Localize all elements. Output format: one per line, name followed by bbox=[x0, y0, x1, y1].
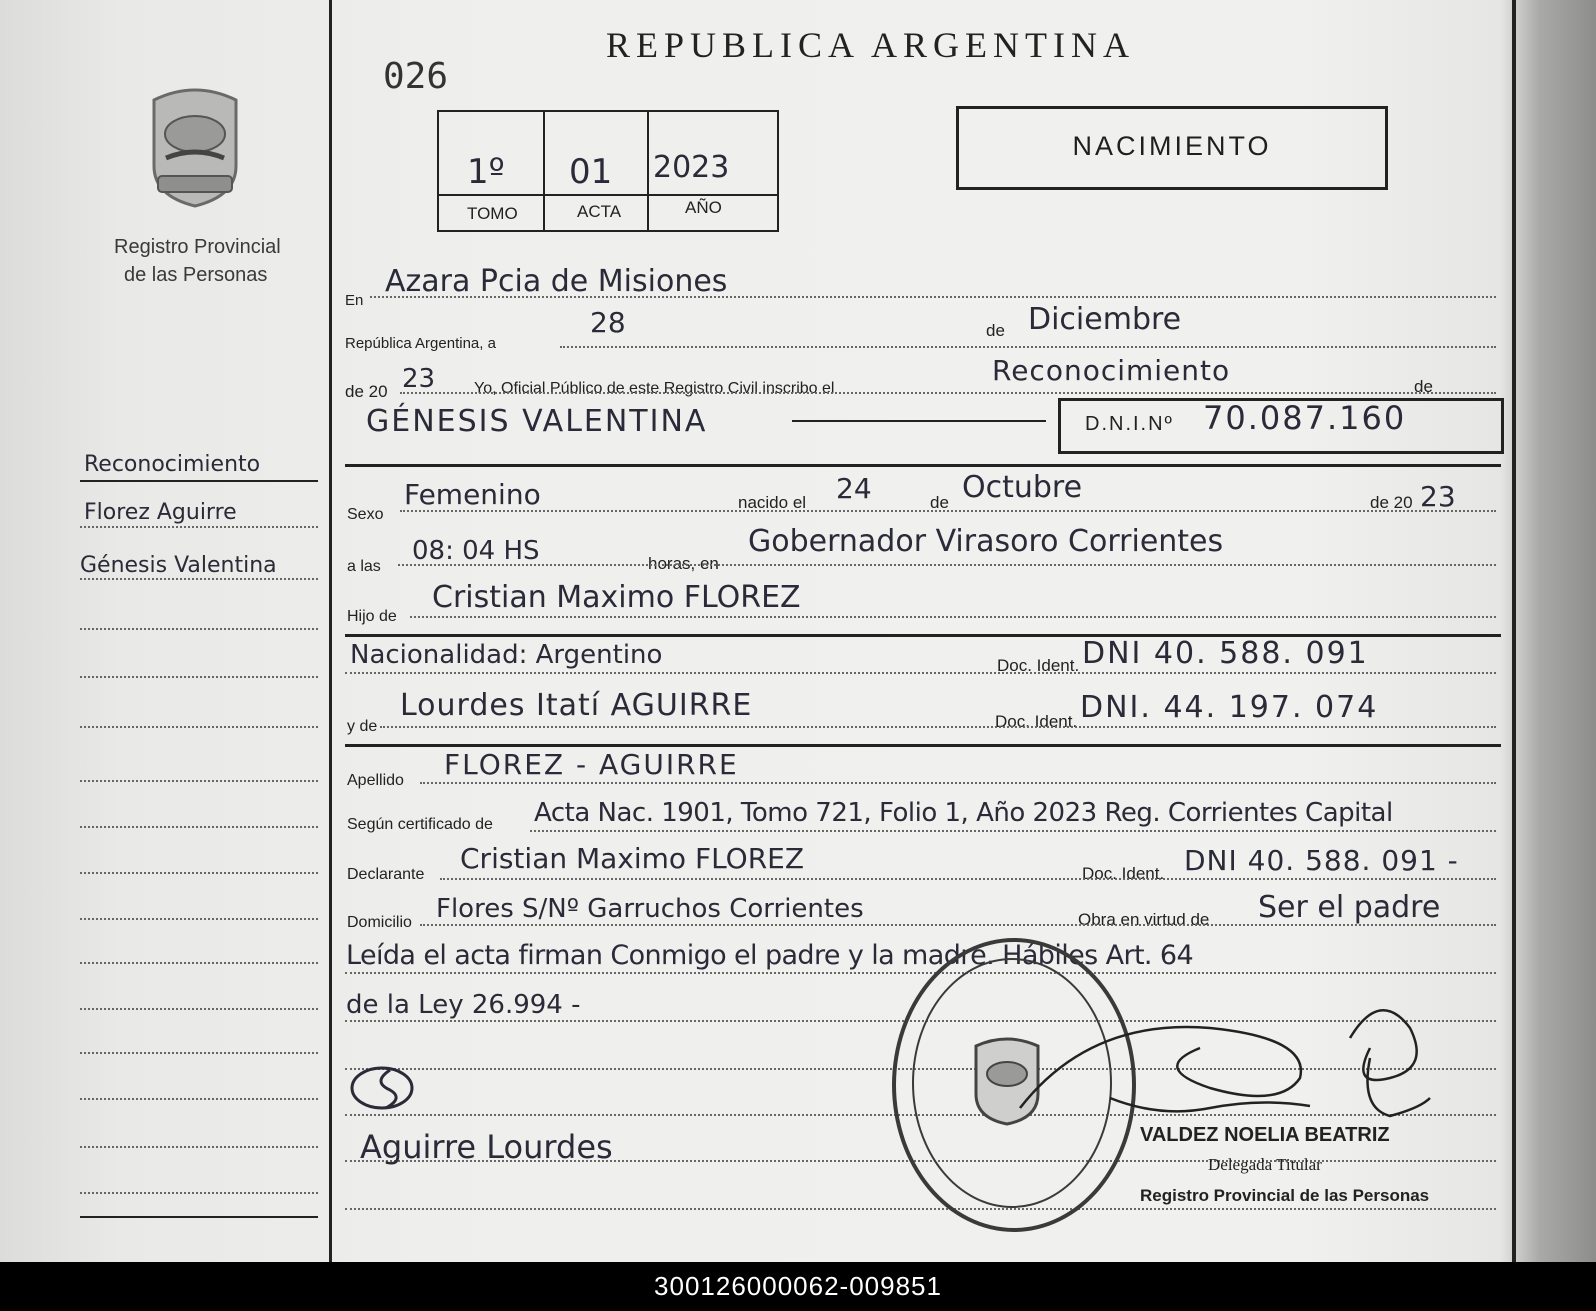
tomo-label: TOMO bbox=[467, 204, 518, 223]
obra-label: Obra en virtud de bbox=[1078, 910, 1210, 929]
margin-rule bbox=[80, 628, 318, 630]
name-rule bbox=[792, 420, 1046, 422]
segun-label: Según certificado de bbox=[347, 816, 493, 833]
provincial-emblem-icon bbox=[142, 86, 248, 210]
nacionalidad-rule bbox=[345, 672, 1496, 674]
declarant-doc-value: DNI 40. 588. 091 - bbox=[1184, 844, 1459, 877]
inscribo-rule bbox=[400, 392, 1496, 394]
document-number: 026 bbox=[383, 56, 449, 97]
margin-note-2: Florez Aguirre bbox=[84, 500, 237, 525]
dni-label: D.N.I.Nº bbox=[1085, 413, 1174, 435]
registry-box bbox=[437, 110, 779, 232]
sexo-rule bbox=[400, 510, 1496, 512]
birth-month-value: Octubre bbox=[962, 470, 1083, 505]
mother-doc-value: DNI. 44. 197. 074 bbox=[1080, 690, 1379, 725]
day-value: 28 bbox=[590, 306, 626, 339]
observations-line-1: Leída el acta firman Conmigo el padre y la madre. Hábiles Art. 64 bbox=[346, 940, 1194, 971]
anio-label: AÑO bbox=[685, 198, 722, 217]
country-title: REPUBLICA ARGENTINA bbox=[606, 25, 1136, 65]
official-name: VALDEZ NOELIA BEATRIZ bbox=[1140, 1124, 1390, 1146]
month-value: Diciembre bbox=[1028, 302, 1182, 337]
page-right-edge bbox=[1512, 0, 1516, 1262]
margin-rule bbox=[80, 826, 318, 828]
de20-label: de 20 bbox=[345, 382, 388, 401]
nacido-de-label: de bbox=[930, 493, 949, 512]
alas-label: a las bbox=[347, 558, 381, 575]
dni-box bbox=[1058, 398, 1504, 454]
left-margin-rule bbox=[329, 0, 332, 1262]
obs-rule-1 bbox=[345, 972, 1496, 974]
child-name: GÉNESIS VALENTINA bbox=[366, 404, 708, 439]
en-label: En bbox=[345, 292, 364, 309]
republica-label: República Argentina, a bbox=[345, 335, 496, 352]
yde-rule bbox=[380, 726, 1496, 728]
margin-rule bbox=[80, 1052, 318, 1054]
mother-signature-mark bbox=[346, 1060, 426, 1116]
dni-value: 70.087.160 bbox=[1203, 399, 1407, 437]
observations-line-2: de la Ley 26.994 - bbox=[346, 990, 581, 1020]
acta-value: 01 bbox=[569, 152, 613, 192]
obra-value: Ser el padre bbox=[1258, 890, 1441, 925]
republica-rule bbox=[560, 346, 1496, 348]
year-value: 23 bbox=[402, 364, 436, 394]
section-rule-3 bbox=[345, 744, 1501, 747]
birth-place-value: Gobernador Virasoro Corrientes bbox=[748, 524, 1224, 559]
agency-name-line2: de las Personas bbox=[124, 264, 268, 286]
margin-rule bbox=[80, 1098, 318, 1100]
certificate-reference: Acta Nac. 1901, Tomo 721, Folio 1, Año 2023 Reg. Corrientes Capital bbox=[534, 798, 1393, 828]
margin-rule-2 bbox=[80, 526, 318, 528]
certificate-type: NACIMIENTO bbox=[956, 106, 1388, 190]
declarante-rule bbox=[440, 878, 1496, 880]
nacido-label: nacido el bbox=[738, 493, 807, 512]
father-nationality: Nacionalidad: Argentino bbox=[350, 640, 663, 670]
margin-rule-3 bbox=[80, 578, 318, 580]
apellido-label: Apellido bbox=[347, 772, 404, 789]
birth-time-value: 08: 04 HS bbox=[412, 536, 540, 566]
horas-en-label: horas, en bbox=[648, 554, 719, 573]
declarante-label: Declarante bbox=[347, 866, 425, 883]
doc-ident-label-father: Doc. Ident. bbox=[997, 656, 1080, 675]
alas-rule bbox=[398, 564, 1496, 566]
birth-day-value: 24 bbox=[836, 472, 872, 505]
margin-rule bbox=[80, 780, 318, 782]
declarant-name: Cristian Maximo FLOREZ bbox=[460, 842, 805, 875]
tomo-value: 1º bbox=[467, 152, 505, 192]
margin-rule bbox=[80, 1146, 318, 1148]
domicilio-rule bbox=[420, 924, 1496, 926]
surname-value: FLOREZ - AGUIRRE bbox=[444, 748, 739, 781]
margin-rule bbox=[80, 872, 318, 874]
margin-rule bbox=[80, 1192, 318, 1194]
margin-rule bbox=[80, 1008, 318, 1010]
oficial-text: Yo, Oficial Público de este Registro Civil inscribo el bbox=[474, 380, 835, 397]
birth-year-value: 23 bbox=[1420, 480, 1456, 513]
hijo-label: Hijo de bbox=[347, 608, 397, 625]
margin-rule bbox=[80, 962, 318, 964]
nacido-de20-label: de 20 bbox=[1370, 493, 1413, 512]
doc-ident-label-declarant: Doc. Ident. bbox=[1082, 864, 1165, 883]
official-title: Delegada Titular bbox=[1208, 1155, 1322, 1174]
mother-signature-name: Aguirre Lourdes bbox=[360, 1128, 613, 1166]
de-label-2: de bbox=[1414, 377, 1433, 396]
sexo-label: Sexo bbox=[347, 506, 384, 523]
registry-box-divider bbox=[439, 194, 777, 196]
en-rule bbox=[370, 296, 1496, 298]
margin-rule bbox=[80, 918, 318, 920]
obs-rule-6 bbox=[345, 1208, 1496, 1210]
margin-rule bbox=[80, 676, 318, 678]
act-value: Reconocimiento bbox=[992, 354, 1231, 387]
anio-value: 2023 bbox=[653, 150, 730, 185]
de-label: de bbox=[986, 321, 1005, 340]
yde-label: y de bbox=[347, 718, 378, 735]
agency-name-line1: Registro Provincial bbox=[114, 236, 281, 258]
acta-label: ACTA bbox=[577, 202, 622, 221]
address-value: Flores S/Nº Garruchos Corrientes bbox=[436, 894, 864, 924]
hijo-rule bbox=[410, 616, 1496, 618]
margin-note-3: Génesis Valentina bbox=[80, 553, 277, 578]
doc-ident-label-mother: Doc. Ident. bbox=[995, 712, 1078, 731]
father-doc-value: DNI 40. 588. 091 bbox=[1082, 636, 1369, 671]
margin-rule-1 bbox=[80, 480, 318, 482]
mother-name: Lourdes Itatí AGUIRRE bbox=[400, 688, 753, 723]
document-code: 300126000062-009851 bbox=[0, 1262, 1596, 1311]
domicilio-label: Domicilio bbox=[347, 914, 412, 931]
margin-rule bbox=[80, 726, 318, 728]
margin-bottom-rule bbox=[80, 1216, 318, 1218]
segun-rule bbox=[530, 830, 1496, 832]
father-name: Cristian Maximo FLOREZ bbox=[432, 580, 801, 615]
section-rule-1 bbox=[345, 464, 1501, 467]
en-value: Azara Pcia de Misiones bbox=[385, 264, 728, 299]
margin-note-1: Reconocimiento bbox=[84, 452, 261, 477]
official-office: Registro Provincial de las Personas bbox=[1140, 1186, 1430, 1205]
apellido-rule bbox=[420, 782, 1496, 784]
sexo-value: Femenino bbox=[404, 478, 541, 511]
